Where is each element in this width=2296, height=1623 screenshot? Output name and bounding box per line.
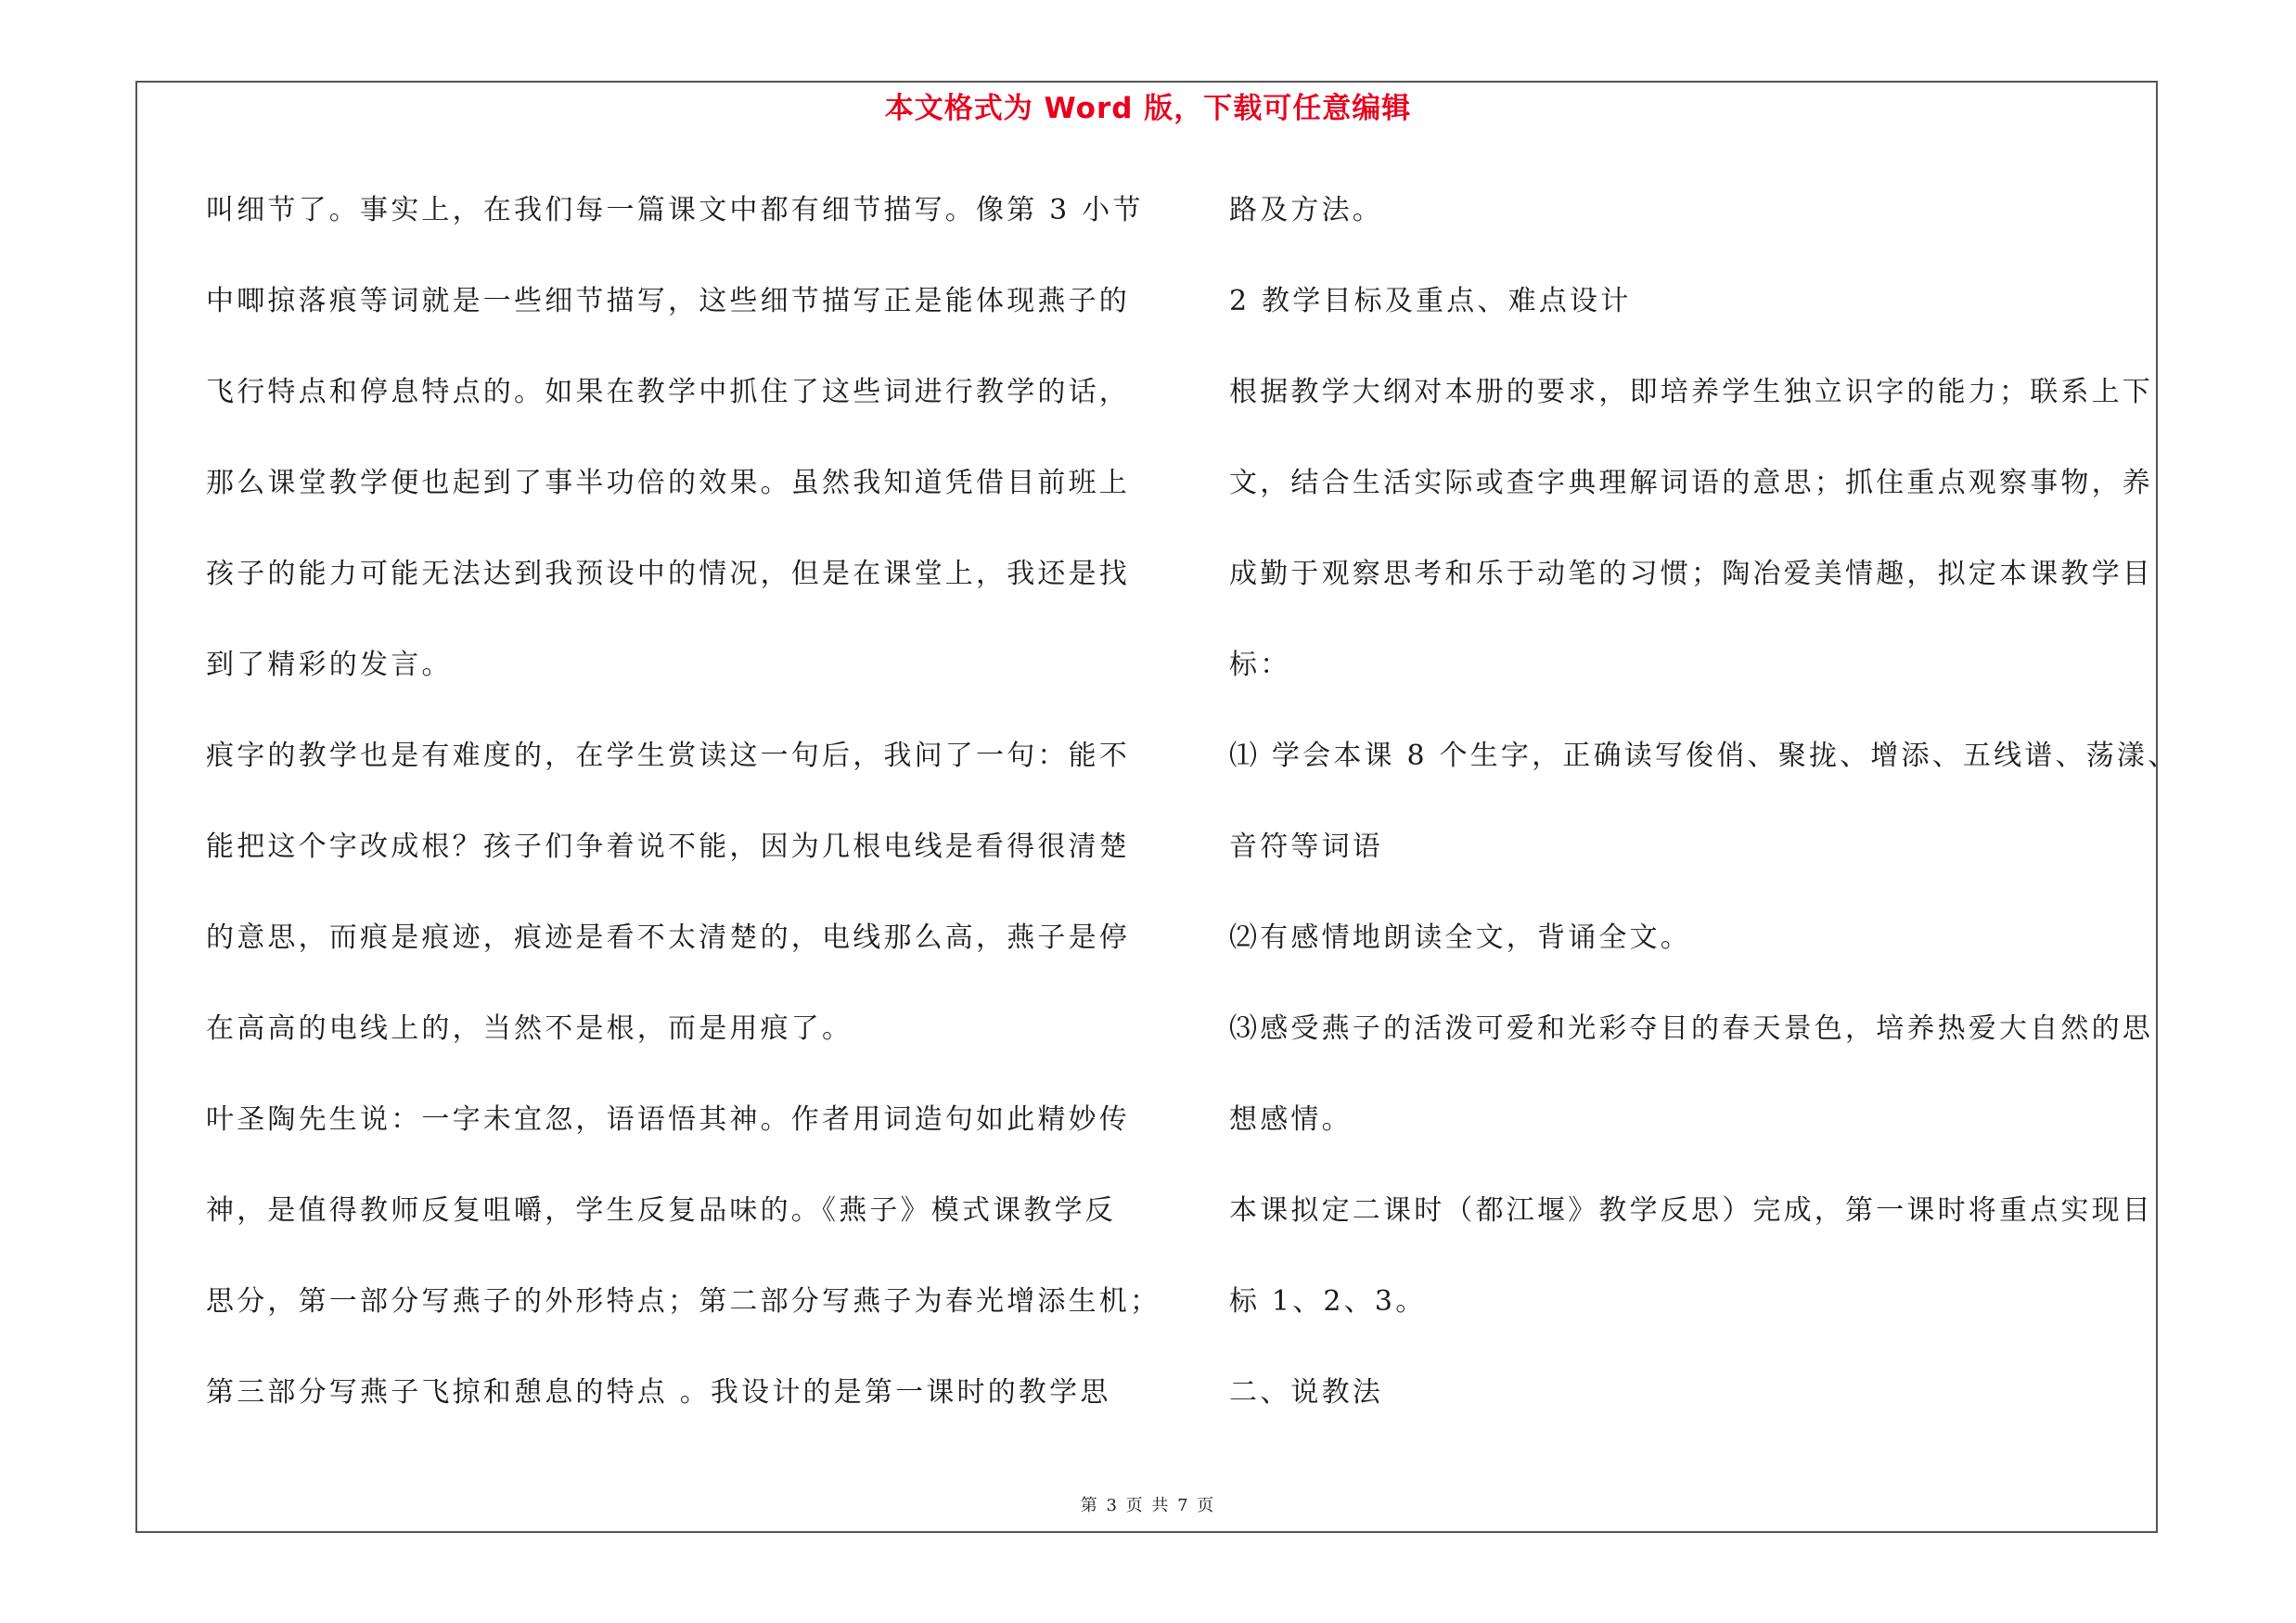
right-column-line: ⑴ 学会本课 8 个生字，正确读写俊俏、聚拢、增添、五线谱、荡漾、 [1229, 740, 2179, 772]
right-column-line: 2 教学目标及重点、难点设计 [1229, 285, 1632, 317]
left-column-line: 在高高的电线上的，当然不是根，而是用痕了。 [206, 1012, 853, 1045]
right-column-line: 二、说教法 [1229, 1376, 1383, 1409]
left-text-column [206, 182, 1161, 1455]
right-column-line: 标： [1229, 649, 1291, 681]
left-column-line: 飞行特点和停息特点的。如果在教学中抓住了这些词进行教学的话， [206, 376, 1130, 408]
left-column-line: 到了精彩的发言。 [206, 649, 453, 681]
right-column-line: 路及方法。 [1229, 194, 1383, 226]
right-column-line: 本课拟定二课时（都江堰》教学反思）完成，第一课时将重点实现目 [1229, 1194, 2153, 1227]
document-header-title: 本文格式为 Word 版，下载可任意编辑 [884, 92, 1412, 125]
left-column-line: 那么课堂教学便也起到了事半功倍的效果。虽然我知道凭借目前班上 [206, 467, 1130, 499]
left-column-line: 的意思，而痕是痕迹，痕迹是看不太清楚的，电线那么高，燕子是停 [206, 921, 1130, 954]
right-text-column [1229, 182, 2179, 1455]
right-column-line: 想感情。 [1229, 1103, 1353, 1136]
right-column-line: 音符等词语 [1229, 831, 1383, 863]
left-column-line: 叶圣陶先生说：一字未宜忽，语语悟其神。作者用词造句如此精妙传 [206, 1103, 1130, 1136]
right-column-line: ⑶感受燕子的活泼可爱和光彩夺目的春天景色，培养热爱大自然的思 [1229, 1012, 2153, 1045]
right-column-line: ⑵有感情地朗读全文，背诵全文。 [1229, 921, 1691, 954]
left-column-line: 中唧掠落痕等词就是一些细节描写，这些细节描写正是能体现燕子的 [206, 285, 1130, 317]
right-column-line: 成勤于观察思考和乐于动笔的习惯；陶冶爱美情趣，拟定本课教学目 [1229, 558, 2153, 590]
left-column-line: 孩子的能力可能无法达到我预设中的情况，但是在课堂上，我还是找 [206, 558, 1130, 590]
left-column-line: 第三部分写燕子飞掠和憩息的特点 。我设计的是第一课时的教学思 [206, 1376, 1111, 1409]
right-column-line: 根据教学大纲对本册的要求，即培养学生独立识字的能力；联系上下 [1229, 376, 2153, 408]
left-column-line: 叫细节了。事实上，在我们每一篇课文中都有细节描写。像第 3 小节 [206, 194, 1144, 226]
left-column-line: 能把这个字改成根？孩子们争着说不能，因为几根电线是看得很清楚 [206, 831, 1130, 863]
right-column-line: 标 1、2、3。 [1229, 1285, 1427, 1318]
left-column-line: 思分，第一部分写燕子的外形特点；第二部分写燕子为春光增添生机； [206, 1285, 1161, 1318]
left-column-line: 神，是值得教师反复咀嚼，学生反复品味的。《燕子》模式课教学反 [206, 1194, 1116, 1227]
left-column-line: 痕字的教学也是有难度的，在学生赏读这一句后，我问了一句：能不 [206, 740, 1130, 772]
page-number-footer: 第 3 页 共 7 页 [1080, 1496, 1216, 1515]
right-column-line: 文，结合生活实际或查字典理解词语的意思；抓住重点观察事物，养 [1229, 467, 2153, 499]
